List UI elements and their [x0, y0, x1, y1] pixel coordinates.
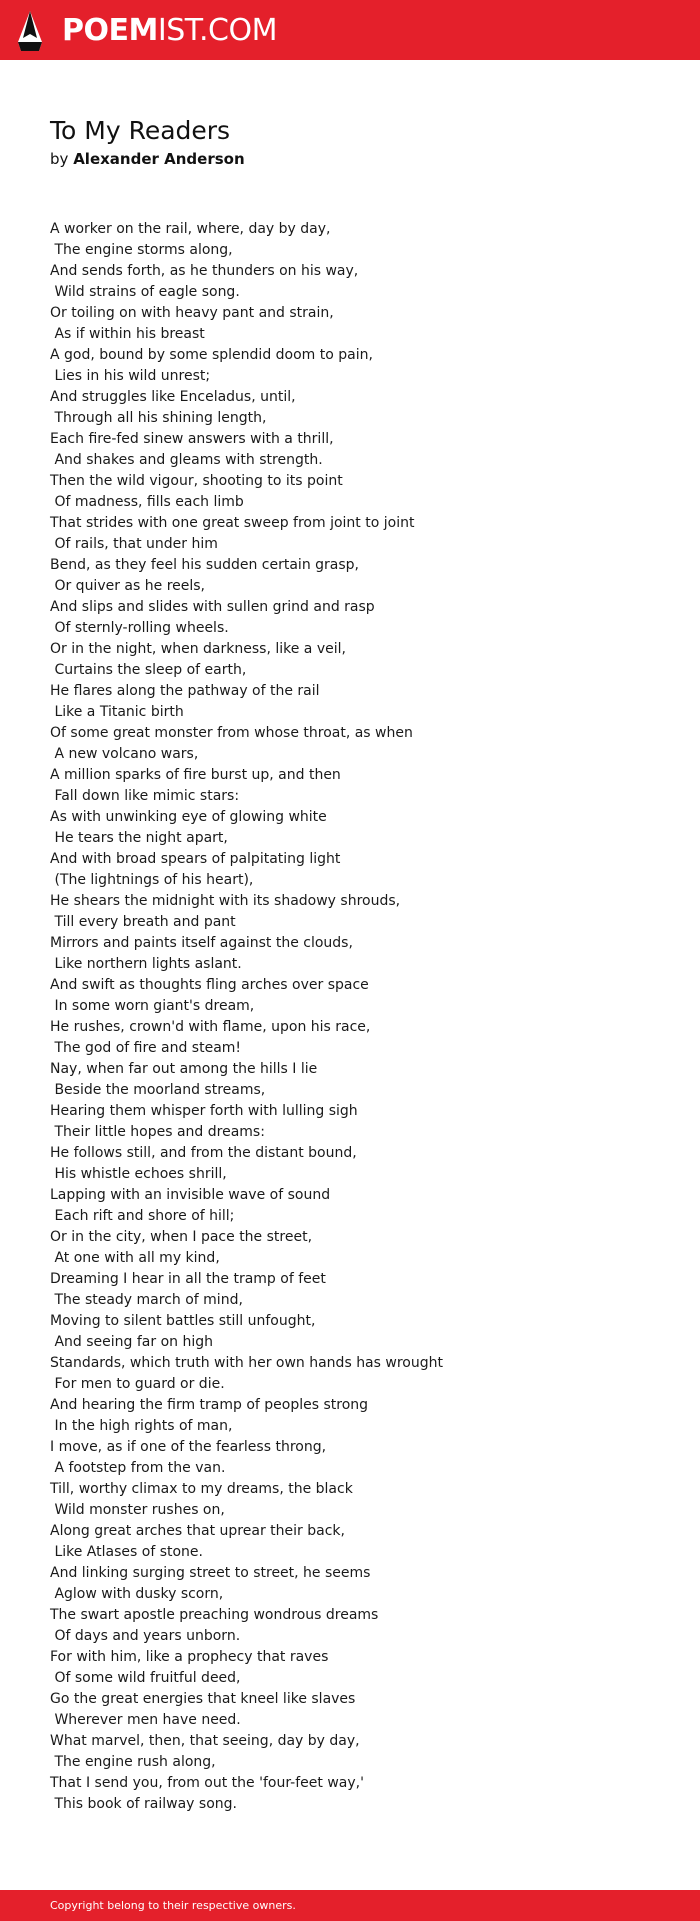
poem-line: Dreaming I hear in all the tramp of feet [50, 1271, 326, 1287]
poem-line: He rushes, crown'd with flame, upon his race, [50, 1019, 371, 1035]
poem-line: The swart apostle preaching wondrous dreams [50, 1607, 379, 1623]
poem-line: Of rails, that under him [50, 536, 218, 552]
poem-line: Or quiver as he reels, [50, 578, 205, 594]
poem-line: A god, bound by some splendid doom to pain, [50, 347, 373, 363]
poem-line: He follows still, and from the distant bound, [50, 1145, 357, 1161]
poem-line: Of days and years unborn. [50, 1628, 241, 1644]
poem-line: As with unwinking eye of glowing white [50, 809, 327, 825]
poem-line: The steady march of mind, [50, 1292, 243, 1308]
poem-line: A million sparks of fire burst up, and then [50, 767, 341, 783]
poem-line: And swift as thoughts fling arches over space [50, 977, 369, 993]
poem-line: Till every breath and pant [50, 914, 236, 930]
poem-line: Standards, which truth with her own hands has wrought [50, 1355, 443, 1371]
poem-line: Along great arches that uprear their back, [50, 1523, 345, 1539]
poem-line: In some worn giant's dream, [50, 998, 255, 1014]
poem-line: Their little hopes and dreams: [50, 1124, 265, 1140]
poem-line: Mirrors and paints itself against the clouds, [50, 935, 353, 951]
site-footer [0, 1890, 700, 1921]
poem-line: For with him, like a prophecy that raves [50, 1649, 329, 1665]
poem-line: Beside the moorland streams, [50, 1082, 266, 1098]
poem-line: Of madness, fills each limb [50, 494, 244, 510]
poem-line: He tears the night apart, [50, 830, 228, 846]
site-logo[interactable] [17, 10, 277, 52]
poem-line: And sends forth, as he thunders on his way, [50, 263, 359, 279]
poem-line: And slips and slides with sullen grind and rasp [50, 599, 375, 615]
poem-line: At one with all my kind, [50, 1250, 220, 1266]
poem-body [50, 219, 670, 1815]
poem-line: Like Atlases of stone. [50, 1544, 203, 1560]
poem-line: Lies in his wild unrest; [50, 368, 211, 384]
poem-line: Like northern lights aslant. [50, 956, 242, 972]
poem-line: The engine rush along, [50, 1754, 216, 1770]
poem-line: And hearing the firm tramp of peoples strong [50, 1397, 369, 1413]
poem-line: Moving to silent battles still unfought, [50, 1313, 316, 1329]
pen-nib-icon [17, 10, 43, 52]
poem-line: Or in the night, when darkness, like a veil, [50, 641, 346, 657]
poem-line: Or toiling on with heavy pant and strain, [50, 305, 334, 321]
poem-line: And with broad spears of palpitating light [50, 851, 341, 867]
poem-line: Wild strains of eagle song. [50, 284, 240, 300]
site-logo-text [62, 13, 277, 48]
poem-line: Fall down like mimic stars: [50, 788, 240, 804]
poem-line: Through all his shining length, [50, 410, 267, 426]
poem-line: Lapping with an invisible wave of sound [50, 1187, 331, 1203]
poem-line: And struggles like Enceladus, until, [50, 389, 296, 405]
poem-title: To My Readers [50, 116, 231, 145]
poem-line: That strides with one great sweep from joint to joint [50, 515, 415, 531]
poem-line: He flares along the pathway of the rail [50, 683, 320, 699]
poem-line: Each fire-fed sinew answers with a thrill, [50, 431, 334, 447]
logo-text-light: IST.COM [157, 13, 277, 48]
poem-line: The god of fire and steam! [50, 1040, 242, 1056]
poem-line: (The lightnings of his heart), [50, 872, 254, 888]
poem-line: Of sternly-rolling wheels. [50, 620, 229, 636]
poem-line: Nay, when far out among the hills I lie [50, 1061, 318, 1077]
poem-line: Or in the city, when I pace the street, [50, 1229, 313, 1245]
poem-line: Go the great energies that kneel like slaves [50, 1691, 356, 1707]
poem-line: Each rift and shore of hill; [50, 1208, 235, 1224]
poem-line: Wild monster rushes on, [50, 1502, 225, 1518]
site-header [0, 0, 700, 60]
poem-line: Bend, as they feel his sudden certain grasp, [50, 557, 359, 573]
poem-line: Aglow with dusky scorn, [50, 1586, 224, 1602]
poem-line: Of some great monster from whose throat, as when [50, 725, 413, 741]
poem-byline [50, 149, 245, 169]
logo-text-bold: POEM [62, 13, 158, 48]
poem-line: This book of railway song. [50, 1796, 237, 1812]
poem-line: A new volcano wars, [50, 746, 199, 762]
poem-line: In the high rights of man, [50, 1418, 233, 1434]
poem-line: What marvel, then, that seeing, day by day, [50, 1733, 360, 1749]
poem-line: Like a Titanic birth [50, 704, 184, 720]
poem-line: He shears the midnight with its shadowy shrouds, [50, 893, 401, 909]
poem-line: A footstep from the van. [50, 1460, 226, 1476]
poem-line: As if within his breast [50, 326, 205, 342]
poem-line: Till, worthy climax to my dreams, the black [50, 1481, 353, 1497]
poem-line: Wherever men have need. [50, 1712, 241, 1728]
poem-line: That I send you, from out the 'four-feet way,' [50, 1775, 364, 1791]
poem-line: And seeing far on high [50, 1334, 213, 1350]
poem-line: Of some wild fruitful deed, [50, 1670, 241, 1686]
poem-line: A worker on the rail, where, day by day, [50, 221, 331, 237]
poem-line: I move, as if one of the fearless throng, [50, 1439, 327, 1455]
poem-line: And linking surging street to street, he seems [50, 1565, 371, 1581]
poem-line: For men to guard or die. [50, 1376, 225, 1392]
byline-prefix: by [50, 150, 69, 168]
poem-line: Hearing them whisper forth with lulling sigh [50, 1103, 358, 1119]
poem-line: Then the wild vigour, shooting to its point [50, 473, 343, 489]
poem-line: Curtains the sleep of earth, [50, 662, 247, 678]
poem-line: His whistle echoes shrill, [50, 1166, 227, 1182]
poem-line: And shakes and gleams with strength. [50, 452, 323, 468]
poem-line: The engine storms along, [50, 242, 233, 258]
poem-author: Alexander Anderson [73, 150, 245, 168]
copyright-notice: Copyright belong to their respective owners. [50, 1899, 296, 1912]
